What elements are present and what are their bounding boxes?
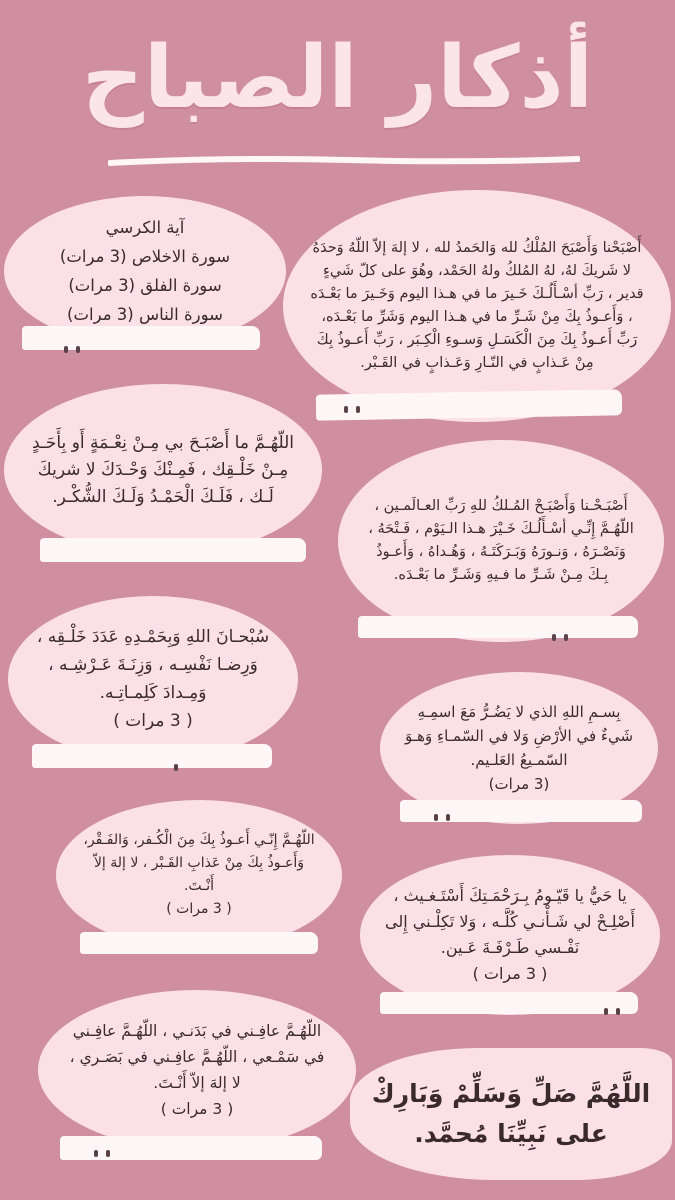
card-ayat-kursi	[4, 196, 286, 346]
card-rabbil-alamin-brush	[358, 616, 638, 638]
card-kufr	[56, 800, 342, 950]
card-subhan-text: سُبْحـانَ اللهِ وَبِحَمْـدِهِ عَدَدَ خَلْـقِه ، وَرِضـا نَفْسِـه ، وَزِنَـةَ عَـرْشِـه ، وَمِـدادَ كَلِمـاتِـه. ( 3 مرات )	[36, 627, 270, 731]
card-nimah-brush	[40, 538, 306, 562]
decor-dots	[340, 398, 364, 417]
card-subhan-brush	[32, 744, 272, 768]
card-ya-hayy	[360, 855, 660, 1015]
decor-dots	[60, 338, 84, 357]
card-afini-text: اللّهُـمَّ عافِـني في بَدَنـي ، اللّهُـمَّ عافِـني في سَمْـعي ، اللّهُـمَّ عافِـني في بَصَـري ، لا إلهَ إلاّ أَنْـتَ. ( 3 مرات )	[69, 1022, 325, 1118]
decor-dots	[430, 806, 454, 825]
card-bismillah-text: بِسـمِ اللهِ الذي لا يَضُـرُّ مَعَ اسمِـهِ شَيءٌ في الأرْضِ وَلا في السّمـاءِ وَهـوَ السّمـيعُ العَلـيم. (3 مرات)	[404, 703, 634, 793]
card-salli	[350, 1048, 672, 1180]
title-underline	[108, 154, 580, 168]
card-subhan	[8, 596, 298, 762]
card-salli-text: اللَّهُمَّ صَلِّ وَسَلِّمْ وَبَارِكْ على نَبِيِّنَا مُحمَّد.	[371, 1079, 651, 1148]
decor-dots	[600, 1000, 624, 1019]
decor-dots	[90, 1142, 114, 1161]
card-nimah-text: اللّهُـمَّ ما أَصْبَـحَ بي مِـنْ نِعْـمَةٍ أَو بِأَحَـدٍ مِـنْ خَلْـقِك ، فَمِـنْكَ وَحْـدَكَ لا شريكَ لَـك ، فَلَـكَ الْحَمْـدُ وَلَـكَ الشُّكْـر.	[31, 432, 295, 507]
card-kufr-brush	[80, 932, 318, 954]
card-nimah	[4, 384, 322, 556]
card-ya-hayy-text: يا حَيُّ يا قَيّـومُ بِـرَحْمَـتِكَ أَسْتَـغـيث ، أَصْلِـحْ لي شَـأْنـي كُلَّـه ، وَلا تَكِلْـني إِلى نَفْـسي طَـرْفَـةَ عَـين. ( 3 مرات )	[385, 886, 635, 983]
card-ayat-kursi-brush	[22, 326, 260, 350]
card-ayat-kursi-text: آية الكرسي سورة الاخلاص (3 مرات) سورة الفلق (3 مرات) سورة الناس (3 مرات)	[59, 218, 231, 324]
card-asbahna-long	[283, 190, 671, 422]
card-rabbil-alamin-text: أَصْبَـحْـنا وَأَصْبَـحْ المُـلكُ للهِ رَبِّ العـالَمـين ، اللّهُـمَّ إِنِّـي أسْـأَلُـكَ خَـيْرَ هـذا الـيَوْم ، فَـتْحَهُ ، وَنَصْـرَهُ ، وَنـورَهُ وَبَـرَكَتَـهُ ، وَهُـداهُ ، وَأَعـوذُ بِـكَ مِـنْ شَـرِّ ما فـيهِ وَشَـرِّ ما بَعْـدَه.	[368, 498, 634, 583]
card-asbahna-long-text: أَصْبَحْنا وَأَصْبَحَ المُلْكُ لله وَالحَمدُ لله ، لا إلهَ إلاّ اللّهُ وَحدَهُ لا شَريكَ لهُ، لهُ المُلكُ ولهُ الحَمْد، وهُوَ على كلّ شَيءٍ قدير ، رَبِّ أسْـأَلُـكَ خَـيرَ ما في هـذا اليوم وَخَـيرَ ما بَعْـدَه ، وَأَعـوذُ بِكَ مِنْ شَـرِّ ما في هـذا اليوم وَشَرِّ ما بَعْـدَه، رَبِّ أَعـوذُ بِكَ مِنَ الْكَسَـلِ وَسـوءِ الْكِـبَر ، رَبِّ أَعـوذُ بِكَ مِنْ عَـذابٍ في النّـارِ وَعَـذابٍ في القَـبْر.	[310, 240, 644, 371]
card-rabbil-alamin	[338, 440, 664, 642]
card-afini	[38, 990, 356, 1150]
decor-dots	[170, 756, 182, 775]
page-title: أذكار الصباح	[81, 28, 594, 128]
card-kufr-text: اللّهُـمَّ إِنّـي أَعـوذُ بِكَ مِنَ الْكُـفر، وَالفَـقْر، وَأَعـوذُ بِكَ مِنْ عَذابِ القَـبْر ، لا إلهَ إلاّ أَنْـتَ. ( 3 مرات )	[83, 832, 315, 917]
decor-dots	[548, 626, 572, 645]
